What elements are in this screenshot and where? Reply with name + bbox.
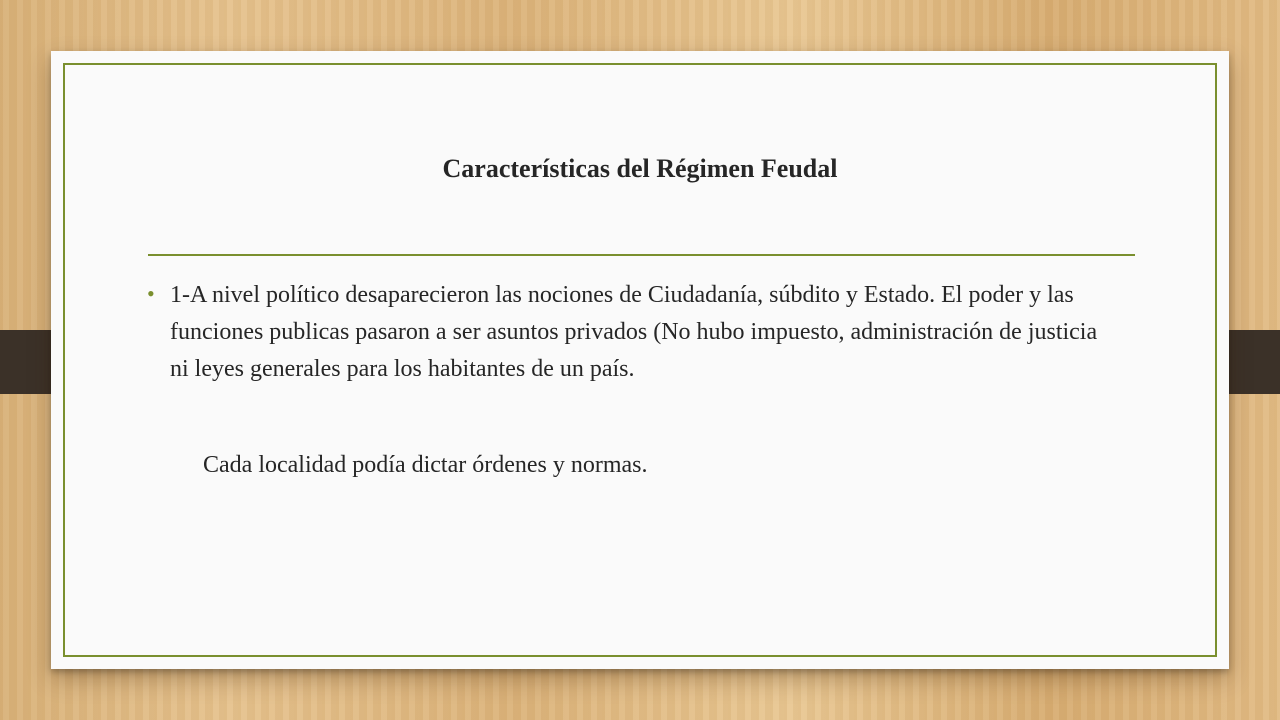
title-divider [148,254,1135,256]
slide-title: Características del Régimen Feudal [442,154,838,183]
bullet-text: 1-A nivel político desaparecieron las nociones de Ciudadanía, súbdito y Estado. El poder y las funciones publicas pasaron a ser asuntos privados (No hubo impuesto, administración de justicia ni leyes generales para los habitantes de un país. [170,282,1098,382]
bullet-icon: • [147,281,155,306]
follow-up-text: Cada localidad podía dictar órdenes y normas. [203,452,648,478]
bullet-item [147,277,1107,388]
slide-card [51,51,1229,669]
